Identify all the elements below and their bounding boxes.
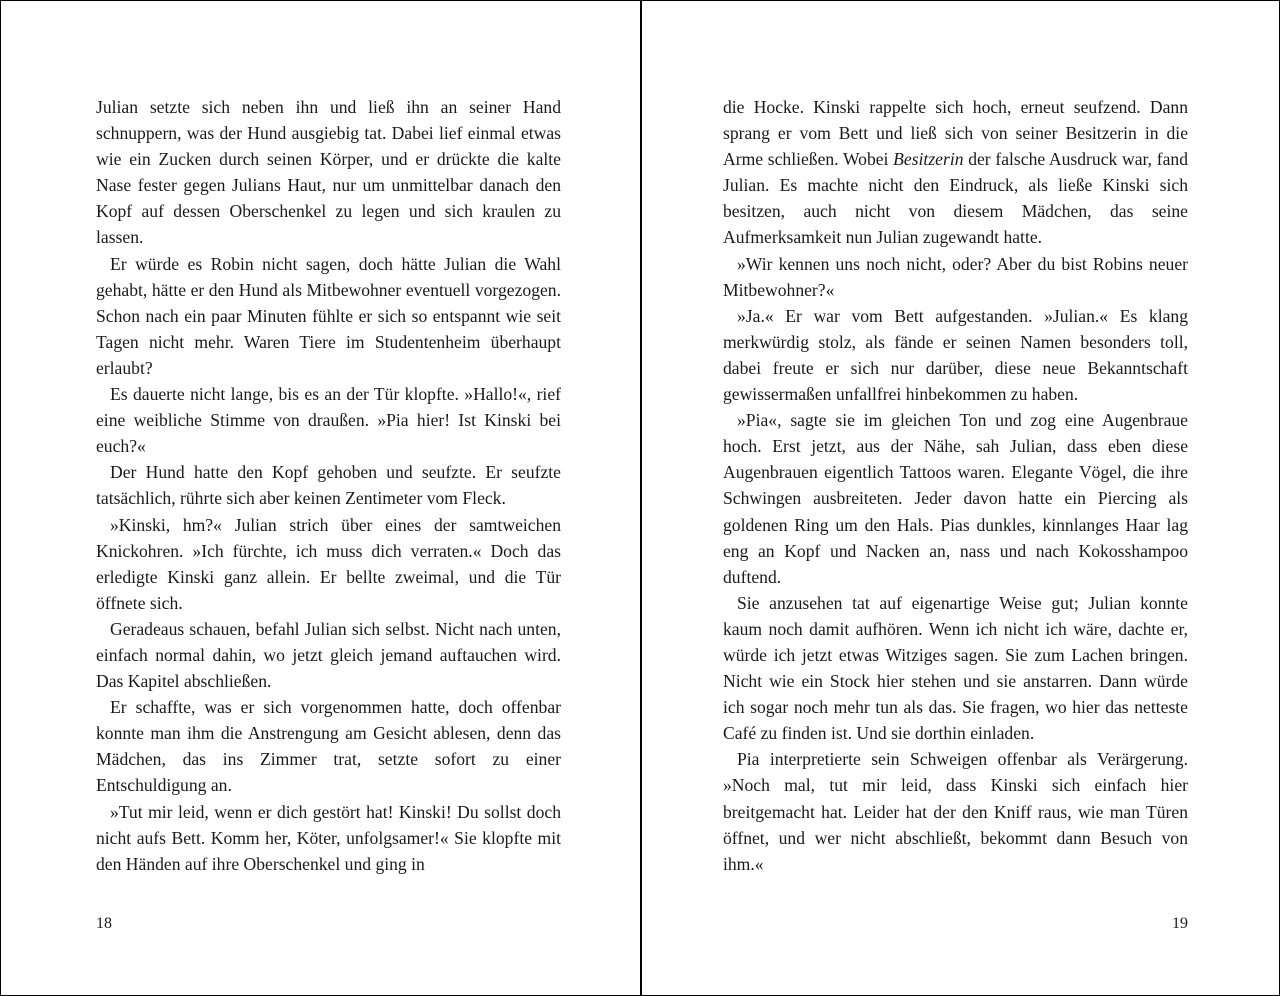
paragraph: Es dauerte nicht lange, bis es an der Tür klopfte. »Hallo!«, rief eine weibliche Stimme von draußen. »Pia hier! Ist Kinski bei euch?« bbox=[96, 384, 561, 457]
page-number-left: 18 bbox=[96, 915, 112, 932]
left-page bbox=[1, 1, 640, 995]
page-number-right: 19 bbox=[1172, 915, 1188, 932]
paragraph: Pia interpretierte sein Schweigen offenbar als Verärgerung. »Noch mal, tut mir leid, dass Kinski sich einfach hier breitgemacht hat. Leider hat der den Kniff raus, wie man Türen öffnet, und wer nicht abschließt, bekommt dann Besuch von ihm.« bbox=[723, 749, 1188, 874]
left-page-text bbox=[96, 94, 561, 877]
paragraph-text: die Hocke. Kinski rappelte sich hoch, erneut seufzend. Dann sprang er vom Bett und ließ sich von seiner Besitzerin in die Arme schließen. Wobei bbox=[723, 97, 1188, 170]
right-page-text bbox=[723, 94, 1188, 877]
paragraph: Er würde es Robin nicht sagen, doch hätte Julian die Wahl gehabt, hätte er den Hund als Mitbewohner eventuell vorgezogen. Schon nach ein paar Minuten fühlte er sich so entspannt wie seit Tagen nicht mehr. Waren Tiere im Studentenheim überhaupt erlaubt? bbox=[96, 253, 561, 378]
paragraph: Sie anzusehen tat auf eigenartige Weise gut; Julian konnte kaum noch damit aufhören. Wenn ich nicht ich wäre, dachte er, würde ich jetzt etwas Witziges sagen. Sie zum Lachen bringen. Nicht wie ein Stock hier stehen und sie anstarren. Dann würde ich sogar noch mehr tun als das. Sie fragen, wo hier das netteste Café zu finden ist. Und sie dorthin einladen. bbox=[723, 592, 1188, 744]
paragraph: »Ja.« Er war vom Bett aufgestanden. »Julian.« Es klang merkwürdig stolz, als fände er seinen Namen besonders toll, dabei freute er sich nur darüber, diese neue Bekanntschaft gewissermaßen unfallfrei hinbekommen zu haben. bbox=[723, 305, 1188, 405]
right-page bbox=[642, 1, 1280, 995]
emphasis-text: Besitzerin bbox=[893, 149, 964, 170]
paragraph: Julian setzte sich neben ihn und ließ ihn an seiner Hand schnuppern, was der Hund ausgiebig tat. Dabei lief einmal etwas wie ein Zucken durch seinen Körper, und er drückte die kalte Nase fester gegen Julians Haut, nur um unmittelbar danach den Kopf auf dessen Oberschenkel zu legen und sich kraulen zu lassen. bbox=[96, 97, 561, 248]
paragraph: »Wir kennen uns noch nicht, oder? Aber du bist Robins neuer Mitbewohner?« bbox=[723, 253, 1188, 300]
paragraph bbox=[723, 94, 1188, 251]
paragraph: »Kinski, hm?« Julian strich über eines der samtweichen Knickohren. »Ich fürchte, ich muss dich verraten.« Doch das erledigte Kinski ganz allein. Er bellte zweimal, und die Tür öffnete sich. bbox=[96, 514, 561, 613]
paragraph: »Tut mir leid, wenn er dich gestört hat! Kinski! Du sollst doch nicht aufs Bett. Komm her, Köter, unfolgsamer!« Sie klopfte mit den Händen auf ihre Oberschenkel und ging in bbox=[96, 801, 561, 874]
paragraph: Geradeaus schauen, befahl Julian sich selbst. Nicht nach unten, einfach normal dahin, wo jetzt gleich jemand auftauchen wird. Das Kapitel abschließen. bbox=[96, 618, 561, 692]
paragraph: Er schaffte, was er sich vorgenommen hatte, doch offenbar konnte man ihm die Anstrengung am Gesicht ablesen, denn das Mädchen, das ins Zimmer trat, setzte sofort zu einer Entschuldigung an. bbox=[96, 697, 561, 796]
paragraph-text: der falsche Ausdruck war, fand Julian. Es machte nicht den Eindruck, als ließe Kinski sich besitzen, auch nicht von diesem Mädchen, das seine Aufmerksamkeit nun Julian zugewandt hatte. bbox=[723, 149, 1189, 248]
paragraph: »Pia«, sagte sie im gleichen Ton und zog eine Augenbraue hoch. Erst jetzt, aus der Nähe, sah Julian, dass eben diese Augenbrauen eigentlich Tattoos waren. Elegante Vögel, die ihre Schwingen ausbreiteten. Jeder davon hatte ein Piercing als goldenen Ring um den Hals. Pias dunkles, kinnlanges Haar lag eng an Kopf und Nacken an, nass und nach Kokosshampoo duftend. bbox=[723, 410, 1188, 587]
paragraph: Der Hund hatte den Kopf gehoben und seufzte. Er seufzte tatsächlich, rührte sich aber keinen Zentimeter vom Fleck. bbox=[96, 462, 561, 509]
